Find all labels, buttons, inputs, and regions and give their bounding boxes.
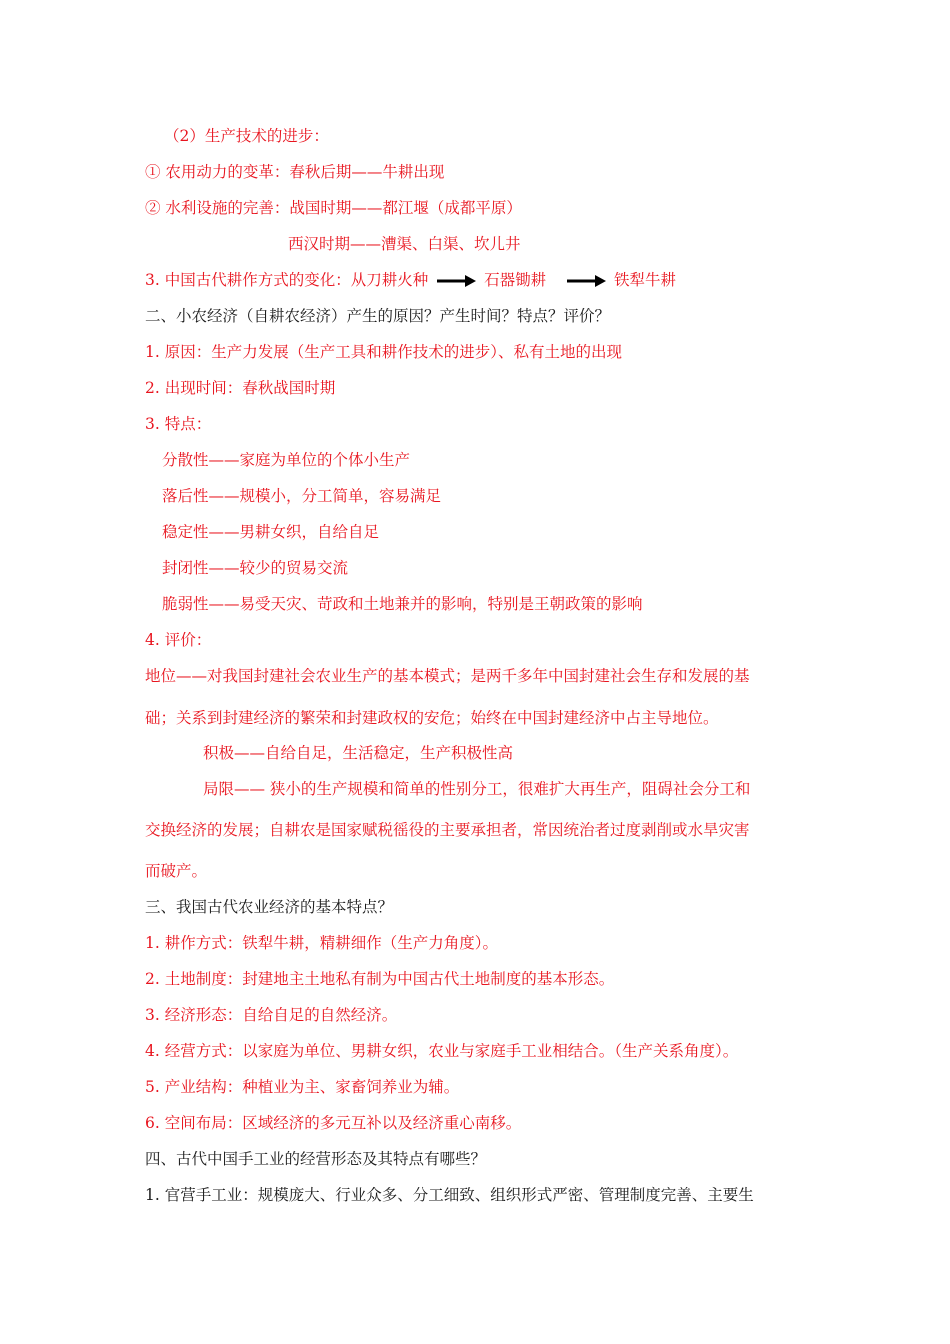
text-line: 西汉时期——漕渠、白渠、坎儿井 — [288, 235, 521, 253]
text-line: 封闭性——较少的贸易交流 — [162, 559, 349, 577]
farming-evolution-line — [145, 270, 676, 290]
text-line: ② 水利设施的完善：战国时期——都江堰（成都平原） — [145, 199, 522, 217]
text-line: 3. 经济形态：自给自足的自然经济。 — [145, 1006, 398, 1024]
section-heading: 二、小农经济（自耕农经济）产生的原因？产生时间？特点？评价？ — [145, 307, 611, 325]
text-line: 2. 土地制度：封建地主土地私有制为中国古代土地制度的基本形态。 — [145, 970, 615, 988]
text-line: ① 农用动力的变革：春秋后期——牛耕出现 — [145, 163, 445, 181]
text-line: 而破产。 — [145, 862, 208, 880]
text-line: 交换经济的发展；自耕农是国家赋税徭役的主要承担者，常因统治者过度剥削或水旱灾害 — [145, 821, 750, 839]
text-segment: 3. 中国古代耕作方式的变化：从刀耕火种 — [145, 271, 429, 289]
section-heading: 三、我国古代农业经济的基本特点？ — [145, 898, 394, 916]
text-line: 地位——对我国封建社会农业生产的基本模式；是两千多年中国封建社会生存和发展的基 — [145, 667, 750, 685]
text-line: 脆弱性——易受天灾、苛政和土地兼并的影响，特别是王朝政策的影响 — [162, 595, 643, 613]
text-line: 分散性——家庭为单位的个体小生产 — [162, 451, 411, 469]
text-line: 3. 特点： — [145, 415, 212, 433]
text-line: 6. 空间布局：区域经济的多元互补以及经济重心南移。 — [145, 1114, 522, 1132]
text-line: 落后性——规模小，分工简单，容易满足 — [162, 487, 442, 505]
text-line: 局限—— 狭小的生产规模和简单的性别分工，很难扩大再生产，阻碍社会分工和 — [203, 780, 751, 798]
text-line: 1. 耕作方式：铁犁牛耕，精耕细作（生产力角度）。 — [145, 934, 498, 952]
section-heading: 四、古代中国手工业的经营形态及其特点有哪些？ — [145, 1150, 487, 1168]
right-arrow-icon — [435, 274, 477, 288]
text-segment: 铁犁牛耕 — [613, 271, 676, 289]
text-line: 4. 经营方式：以家庭为单位、男耕女织，农业与家庭手工业相结合。（生产关系角度）。 — [145, 1042, 739, 1060]
text-line: 稳定性——男耕女织，自给自足 — [162, 523, 380, 541]
text-line: 2. 出现时间：春秋战国时期 — [145, 379, 336, 397]
text-segment: 石器锄耕 — [484, 271, 547, 289]
text-line: 1. 原因：生产力发展（生产工具和耕作技术的进步）、私有土地的出现 — [145, 343, 622, 361]
text-line: 4. 评价： — [145, 631, 212, 649]
text-line: 础；关系到封建经济的繁荣和封建政权的安危；始终在中国封建经济中占主导地位。 — [145, 709, 719, 727]
subheading-production-tech: （2）生产技术的进步： — [164, 127, 329, 145]
text-line: 积极——自给自足，生活稳定，生产积极性高 — [203, 744, 514, 762]
text-line: 1. 官营手工业：规模庞大、行业众多、分工细致、组织形式严密、管理制度完善、主要生 — [145, 1186, 754, 1204]
text-line: 5. 产业结构：种植业为主、家畜饲养业为辅。 — [145, 1078, 460, 1096]
right-arrow-icon — [565, 274, 607, 288]
